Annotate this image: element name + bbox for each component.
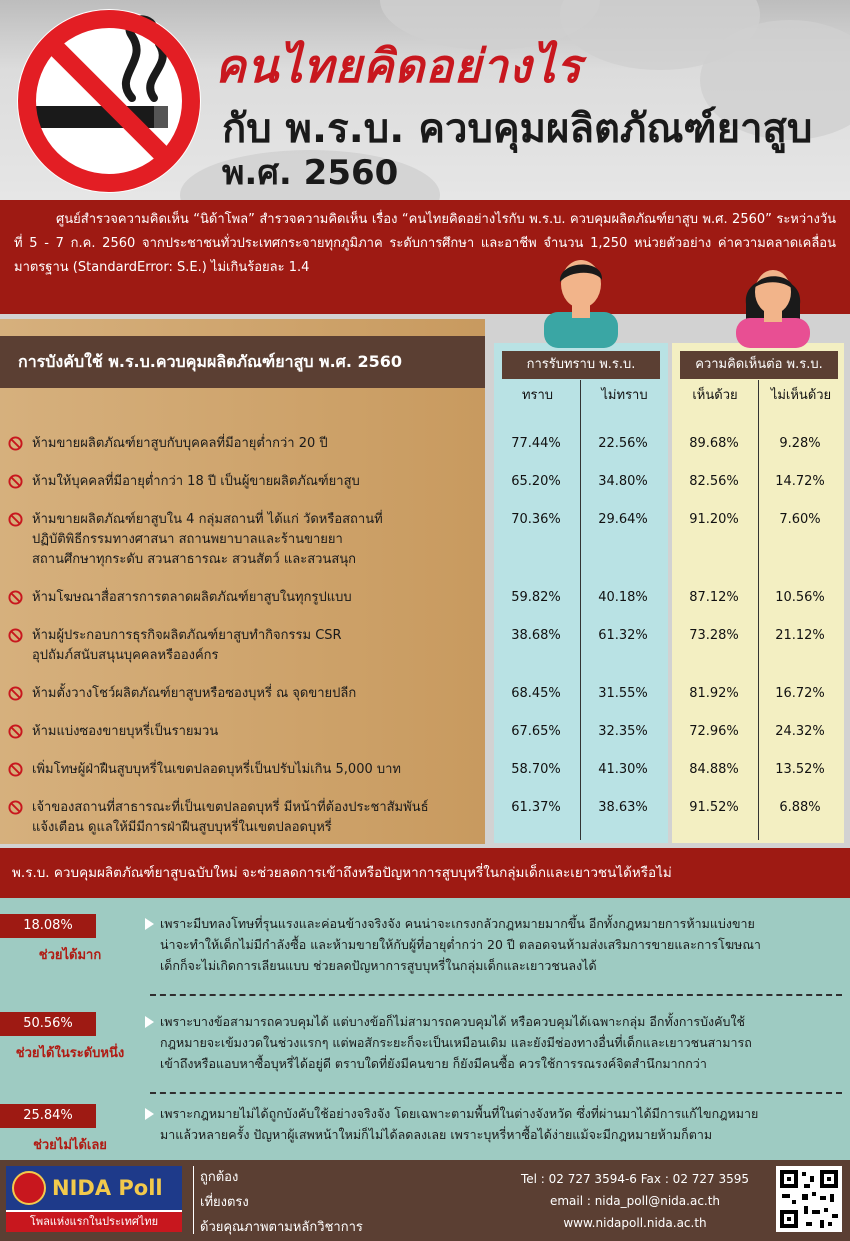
row-topic-line: อุปถัมภ์สนับสนุนบุคคลหรือองค์กร	[32, 648, 219, 663]
value-disagree: 21.12%	[775, 628, 825, 643]
opinion-header: ความคิดเห็นต่อ พ.ร.บ.	[680, 351, 838, 379]
emblem-icon	[12, 1171, 46, 1205]
value-know: 68.45%	[511, 686, 561, 701]
response-label: ช่วยไม่ได้เลย	[33, 1138, 107, 1153]
row-topic-line: ห้ามขายผลิตภัณฑ์ยาสูบใน 4 กลุ่มสถานที่ ได้แก่ วัดหรือสถานที่	[32, 512, 383, 527]
reason-line: เข้าถึงหรือแอบหาซื้อบุหรี่ได้อยู่ดี ตราบใดที่ยังมีคนขาย ก็ยังมีคนซื้อ ควรใช้การรณรงค์จิตสำนึกมากกว่า	[160, 1056, 707, 1071]
value-know: 61.37%	[511, 800, 561, 815]
prohibited-icon	[8, 762, 23, 777]
value-disagree: 9.28%	[779, 436, 821, 451]
value-dont-know: 61.32%	[598, 628, 648, 643]
value-agree: 91.20%	[689, 512, 739, 527]
row-topic-line: ห้ามผู้ประกอบการธุรกิจผลิตภัณฑ์ยาสูบทำกิจกรรม CSR	[32, 628, 342, 643]
row-topic	[32, 472, 482, 492]
row-topic	[32, 626, 482, 666]
dashed-separator	[150, 1092, 842, 1094]
prohibited-icon	[8, 800, 23, 815]
slogan-1: ถูกต้อง	[200, 1170, 239, 1185]
value-dont-know: 22.56%	[598, 436, 648, 451]
value-know: 38.68%	[511, 628, 561, 643]
nida-poll-logo	[6, 1166, 182, 1232]
email[interactable]: email : nida_poll@nida.ac.th	[549, 1194, 721, 1208]
man-icon	[540, 254, 622, 348]
intro-band	[0, 200, 850, 314]
row-topic-line: เพิ่มโทษผู้ฝ่าฝืนสูบบุหรี่ในเขตปลอดบุหรี่เป็นปรับไม่เกิน 5,000 บาท	[32, 762, 401, 777]
value-know: 70.36%	[511, 512, 561, 527]
prohibited-icon	[8, 474, 23, 489]
reason-line: เพราะมีบทลงโทษที่รุนแรงและค่อนข้างจริงจัง คนน่าจะเกรงกลัวกฎหมายมากขึ้น อีกทั้งกฎหมายการห้ามแบ่งขาย	[160, 916, 755, 931]
woman-icon	[732, 264, 814, 348]
row-topic	[32, 434, 482, 454]
phone-fax: Tel : 02 727 3594-6 Fax : 02 727 3595	[520, 1172, 750, 1186]
reason-line: มาแล้วหลายครั้ง ปัญหาผู้เสพหน้าใหม่ก็ไม่ได้ลดลงเลย เพราะบุหรี่หาซื้อได้ง่ายแม้จะมีกฎหมายห้ามก็ตาม	[160, 1127, 713, 1142]
value-know: 59.82%	[511, 590, 561, 605]
value-disagree: 14.72%	[775, 474, 825, 489]
row-topic-line: เจ้าของสถานที่สาธารณะที่เป็นเขตปลอดบุหรี่ มีหน้าที่ต้องประชาสัมพันธ์	[32, 800, 429, 815]
qr-code-icon	[776, 1166, 842, 1232]
dashed-separator	[150, 994, 842, 996]
value-agree: 91.52%	[689, 800, 739, 815]
value-agree: 73.28%	[689, 628, 739, 643]
value-disagree: 16.72%	[775, 686, 825, 701]
response-label: ช่วยได้ในระดับหนึ่ง	[15, 1046, 125, 1061]
row-topic	[32, 798, 482, 838]
row-topic	[32, 760, 482, 780]
slogan-3: ด้วยคุณภาพตามหลักวิชาการ	[200, 1220, 363, 1235]
value-disagree: 13.52%	[775, 762, 825, 777]
reason-line: เพราะบางข้อสามารถควบคุมได้ แต่บางข้อก็ไม่สามารถควบคุมได้ หรือควบคุมได้เฉพาะกลุ่ม อีกทั้งการบังคับใช้	[160, 1014, 746, 1029]
value-know: 67.65%	[511, 724, 561, 739]
value-disagree: 10.56%	[775, 590, 825, 605]
title-line1: คนไทยคิดอย่างไร	[215, 39, 582, 93]
value-disagree: 6.88%	[779, 800, 821, 815]
footer	[0, 1160, 850, 1241]
reason-line: น่าจะทำให้เด็กไม่มีกำลังซื้อ และห้ามขายให้กับผู้ที่อายุต่ำกว่า 20 ปี ตลอดจนห้ามส่งเสริมการขายและการโฆษณา	[160, 937, 761, 952]
row-topic-line: ห้ามให้บุคคลที่มีอายุต่ำกว่า 18 ปี เป็นผู้ขายผลิตภัณฑ์ยาสูบ	[32, 474, 360, 489]
bullet-triangle-icon	[145, 918, 154, 930]
bullet-triangle-icon	[145, 1108, 154, 1120]
value-know: 77.44%	[511, 436, 561, 451]
row-topic	[32, 510, 482, 570]
col-know: ทราบ	[521, 388, 554, 403]
value-agree: 84.88%	[689, 762, 739, 777]
response-percent: 50.56%	[0, 1012, 96, 1036]
value-dont-know: 31.55%	[598, 686, 648, 701]
row-topic-line: แจ้งเตือน ดูแลให้มีมีการฝ่าฝืนสูบบุหรี่ในเขตปลอดบุหรี่	[32, 820, 332, 835]
prohibited-icon	[8, 686, 23, 701]
no-smoking-icon	[14, 6, 204, 196]
row-topic-line: ห้ามขายผลิตภัณฑ์ยาสูบกับบุคคลที่มีอายุต่ำกว่า 20 ปี	[32, 436, 328, 451]
value-dont-know: 38.63%	[598, 800, 648, 815]
row-topic	[32, 722, 482, 742]
response-reason	[160, 913, 840, 976]
prohibited-icon	[8, 724, 23, 739]
row-topic	[32, 588, 482, 608]
question-band: พ.ร.บ. ควบคุมผลิตภัณฑ์ยาสูบฉบับใหม่ จะช่วยลดการเข้าถึงหรือปัญหาการสูบบุหรี่ในกลุ่มเด็กและเยาวชนได้หรือไม่	[0, 848, 850, 898]
reason-line: เพราะกฎหมายไม่ได้ถูกบังคับใช้อย่างจริงจัง โดยเฉพาะตามพื้นที่ในต่างจังหวัด ซึ่งที่ผ่านมาได้มีการแก้ไขกฎหมาย	[160, 1106, 759, 1121]
value-agree: 89.68%	[689, 436, 739, 451]
prohibited-icon	[8, 436, 23, 451]
responses-section	[0, 898, 850, 1160]
row-topic-line: ปฏิบัติพิธีกรรมทางศาสนา สถานพยาบาลและร้านขายยา	[32, 532, 343, 547]
reason-line: กฎหมายจะเข้มงวดในช่วงแรกๆ แต่พอสักระยะก็จะเป็นเหมือนเดิม และยังมีช่องทางอื่นที่เด็กและเยาวชนสามารถ	[160, 1035, 752, 1050]
logo-tagline: โพลแห่งแรกในประเทศไทย	[6, 1212, 182, 1232]
value-agree: 82.56%	[689, 474, 739, 489]
value-dont-know: 34.80%	[598, 474, 648, 489]
row-topic-line: ห้ามแบ่งซองขายบุหรี่เป็นรายมวน	[32, 724, 219, 739]
value-dont-know: 32.35%	[598, 724, 648, 739]
awareness-header: การรับทราบ พ.ร.บ.	[502, 351, 660, 379]
row-topic-line: สถานศึกษาทุกระดับ สวนสาธารณะ สวนสัตว์ และสวนสนุก	[32, 552, 357, 567]
value-agree: 87.12%	[689, 590, 739, 605]
value-agree: 81.92%	[689, 686, 739, 701]
survey-table	[0, 314, 850, 848]
slogan-2: เที่ยงตรง	[200, 1195, 249, 1210]
header	[0, 0, 850, 200]
col-dont-know: ไม่ทราบ	[601, 388, 648, 403]
value-disagree: 7.60%	[779, 512, 821, 527]
value-dont-know: 29.64%	[598, 512, 648, 527]
row-topic	[32, 684, 482, 704]
response-percent: 25.84%	[0, 1104, 96, 1128]
prohibited-icon	[8, 628, 23, 643]
value-agree: 72.96%	[689, 724, 739, 739]
prohibited-icon	[8, 590, 23, 605]
value-know: 58.70%	[511, 762, 561, 777]
value-dont-know: 41.30%	[598, 762, 648, 777]
website-link[interactable]: www.nidapoll.nida.ac.th	[563, 1216, 707, 1230]
col-agree: เห็นด้วย	[692, 388, 738, 403]
value-disagree: 24.32%	[775, 724, 825, 739]
response-percent: 18.08%	[0, 914, 96, 938]
bullet-triangle-icon	[145, 1016, 154, 1028]
row-topic-line: ห้ามตั้งวางโชว์ผลิตภัณฑ์ยาสูบหรือซองบุหรี่ ณ จุดขายปลีก	[32, 686, 357, 701]
footer-divider	[193, 1166, 194, 1234]
response-reason	[160, 1011, 840, 1074]
row-topic-line: ห้ามโฆษณาสื่อสารการตลาดผลิตภัณฑ์ยาสูบในทุกรูปแบบ	[32, 590, 352, 605]
col-disagree: ไม่เห็นด้วย	[770, 388, 832, 403]
logo-name: NIDA Poll	[52, 1176, 163, 1200]
response-label: ช่วยได้มาก	[38, 948, 102, 963]
topic-header: การบังคับใช้ พ.ร.บ.ควบคุมผลิตภัณฑ์ยาสูบ พ.ศ. 2560	[0, 336, 485, 388]
prohibited-icon	[8, 512, 23, 527]
title-line2: กับ พ.ร.บ. ควบคุมผลิตภัณฑ์ยาสูบ	[222, 106, 813, 152]
intro-text: ศูนย์สำรวจความคิดเห็น “นิด้าโพล” สำรวจความคิดเห็น เรื่อง “คนไทยคิดอย่างไรกับ พ.ร.บ. ควบคุมผลิตภัณฑ์ยาสูบ พ.ศ. 2560” ระหว่างวันที่ 5 - 7 ก.ค. 2560 จากประชาชนทั่วประเทศกระจายทุกภูมิภาค ระดับการศึกษา และอาชีพ จำนวน 1,250 หน่วยตัวอย่าง ค่าความคลาดเคลื่อนมาตรฐาน (StandardError: S.E.) ไม่เกินร้อยละ 1.4	[14, 212, 836, 275]
reason-line: เด็กก็จะไม่เกิดการเลียนแบบ ช่วยลดปัญหาการสูบบุหรี่ในกลุ่มเด็กและเยาวชนลงได้	[160, 958, 597, 973]
value-know: 65.20%	[511, 474, 561, 489]
value-dont-know: 40.18%	[598, 590, 648, 605]
title-line3: พ.ศ. 2560	[222, 153, 399, 193]
response-reason	[160, 1103, 840, 1145]
